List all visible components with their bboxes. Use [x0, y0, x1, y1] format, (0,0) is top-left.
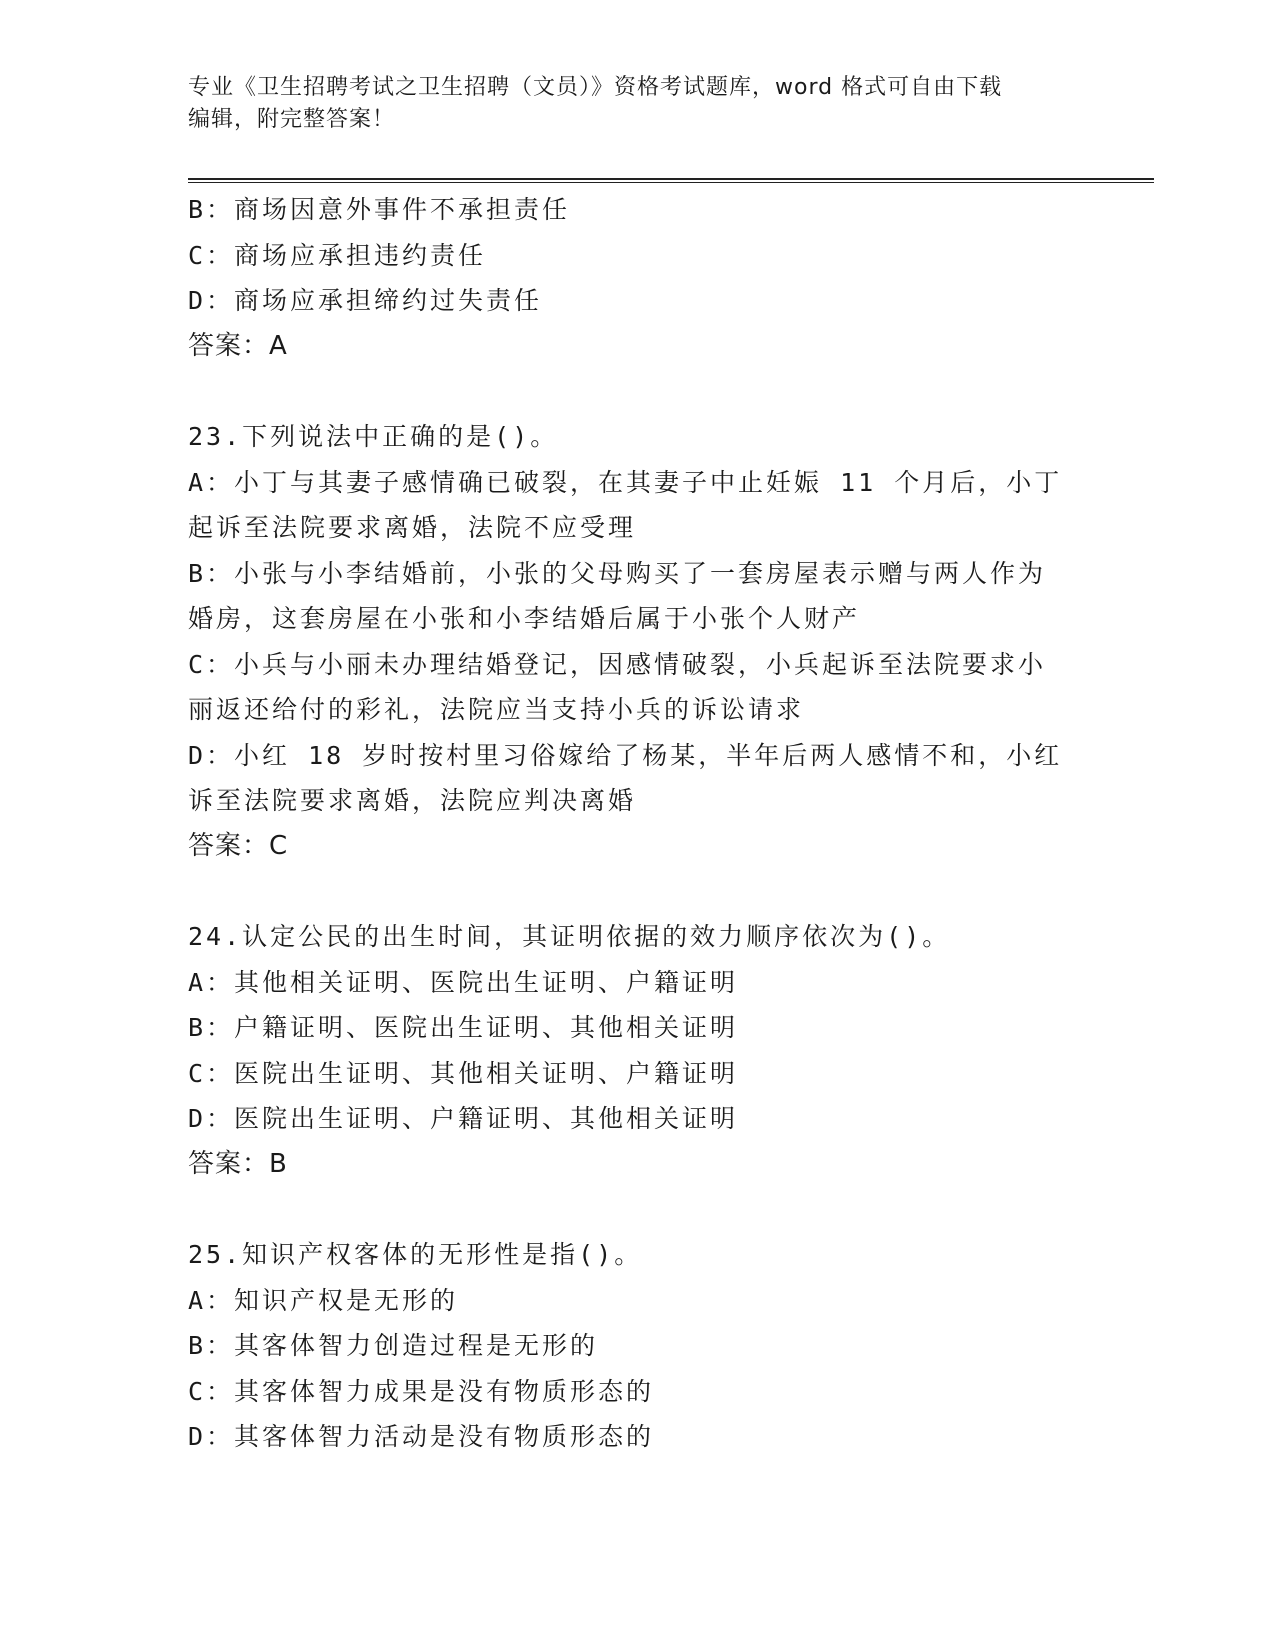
question-stem: 25.知识产权客体的无形性是指()。	[188, 1240, 643, 1269]
answer-line: 答案：B	[188, 1148, 288, 1179]
header-divider-thick	[188, 178, 1154, 180]
question-line: 诉至法院要求离婚，法院应判决离婚	[188, 786, 637, 815]
question-content	[188, 187, 1088, 1460]
header-line-2: 编辑，附完整答案！	[188, 107, 396, 132]
answer-line: 答案：C	[188, 830, 289, 861]
question-line: B：小张与小李结婚前，小张的父母购买了一套房屋表示赠与两人作为	[188, 558, 1047, 588]
question-23	[188, 414, 1088, 869]
question-line: C：小兵与小丽未办理结婚登记，因感情破裂，小兵起诉至法院要求小	[188, 649, 1047, 679]
option-b: B：商场因意外事件不承担责任	[188, 195, 571, 224]
document-header	[188, 72, 1068, 136]
question-line: 丽返还给付的彩礼，法院应当支持小兵的诉讼请求	[188, 695, 805, 724]
option-d: D：医院出生证明、户籍证明、其他相关证明	[188, 1104, 739, 1133]
option-b: B：其客体智力创造过程是无形的	[188, 1331, 599, 1360]
option-c: C：医院出生证明、其他相关证明、户籍证明	[188, 1058, 739, 1088]
answer-line: 答案：A	[188, 330, 288, 361]
question-24	[188, 914, 1088, 1187]
option-d: D：其客体智力活动是没有物质形态的	[188, 1422, 655, 1451]
option-d: D：商场应承担缔约过失责任	[188, 286, 543, 315]
option-c: C：商场应承担违约责任	[188, 240, 487, 270]
option-a: A：知识产权是无形的	[188, 1285, 459, 1315]
question-line: 起诉至法院要求离婚，法院不应受理	[188, 513, 637, 542]
question-line: A：小丁与其妻子感情确已破裂，在其妻子中止妊娠 11 个月后，小丁	[188, 467, 1063, 497]
question-line: D：小红 18 岁时按村里习俗嫁给了杨某，半年后两人感情不和，小红	[188, 740, 1063, 770]
question-line: 婚房，这套房屋在小张和小李结婚后属于小张个人财产	[188, 604, 861, 633]
question-stem: 24.认定公民的出生时间，其证明依据的效力顺序依次为()。	[188, 922, 951, 951]
option-c: C：其客体智力成果是没有物质形态的	[188, 1376, 655, 1406]
question-25	[188, 1232, 1088, 1460]
option-a: A：其他相关证明、医院出生证明、户籍证明	[188, 967, 739, 997]
option-b: B：户籍证明、医院出生证明、其他相关证明	[188, 1013, 739, 1042]
question-22-tail	[188, 187, 1088, 369]
question-stem: 23.下列说法中正确的是()。	[188, 422, 559, 451]
header-line-1: 专业《卫生招聘考试之卫生招聘（文员）》资格考试题库，word 格式可自由下载	[188, 75, 1003, 100]
header-divider-thin	[188, 182, 1154, 183]
